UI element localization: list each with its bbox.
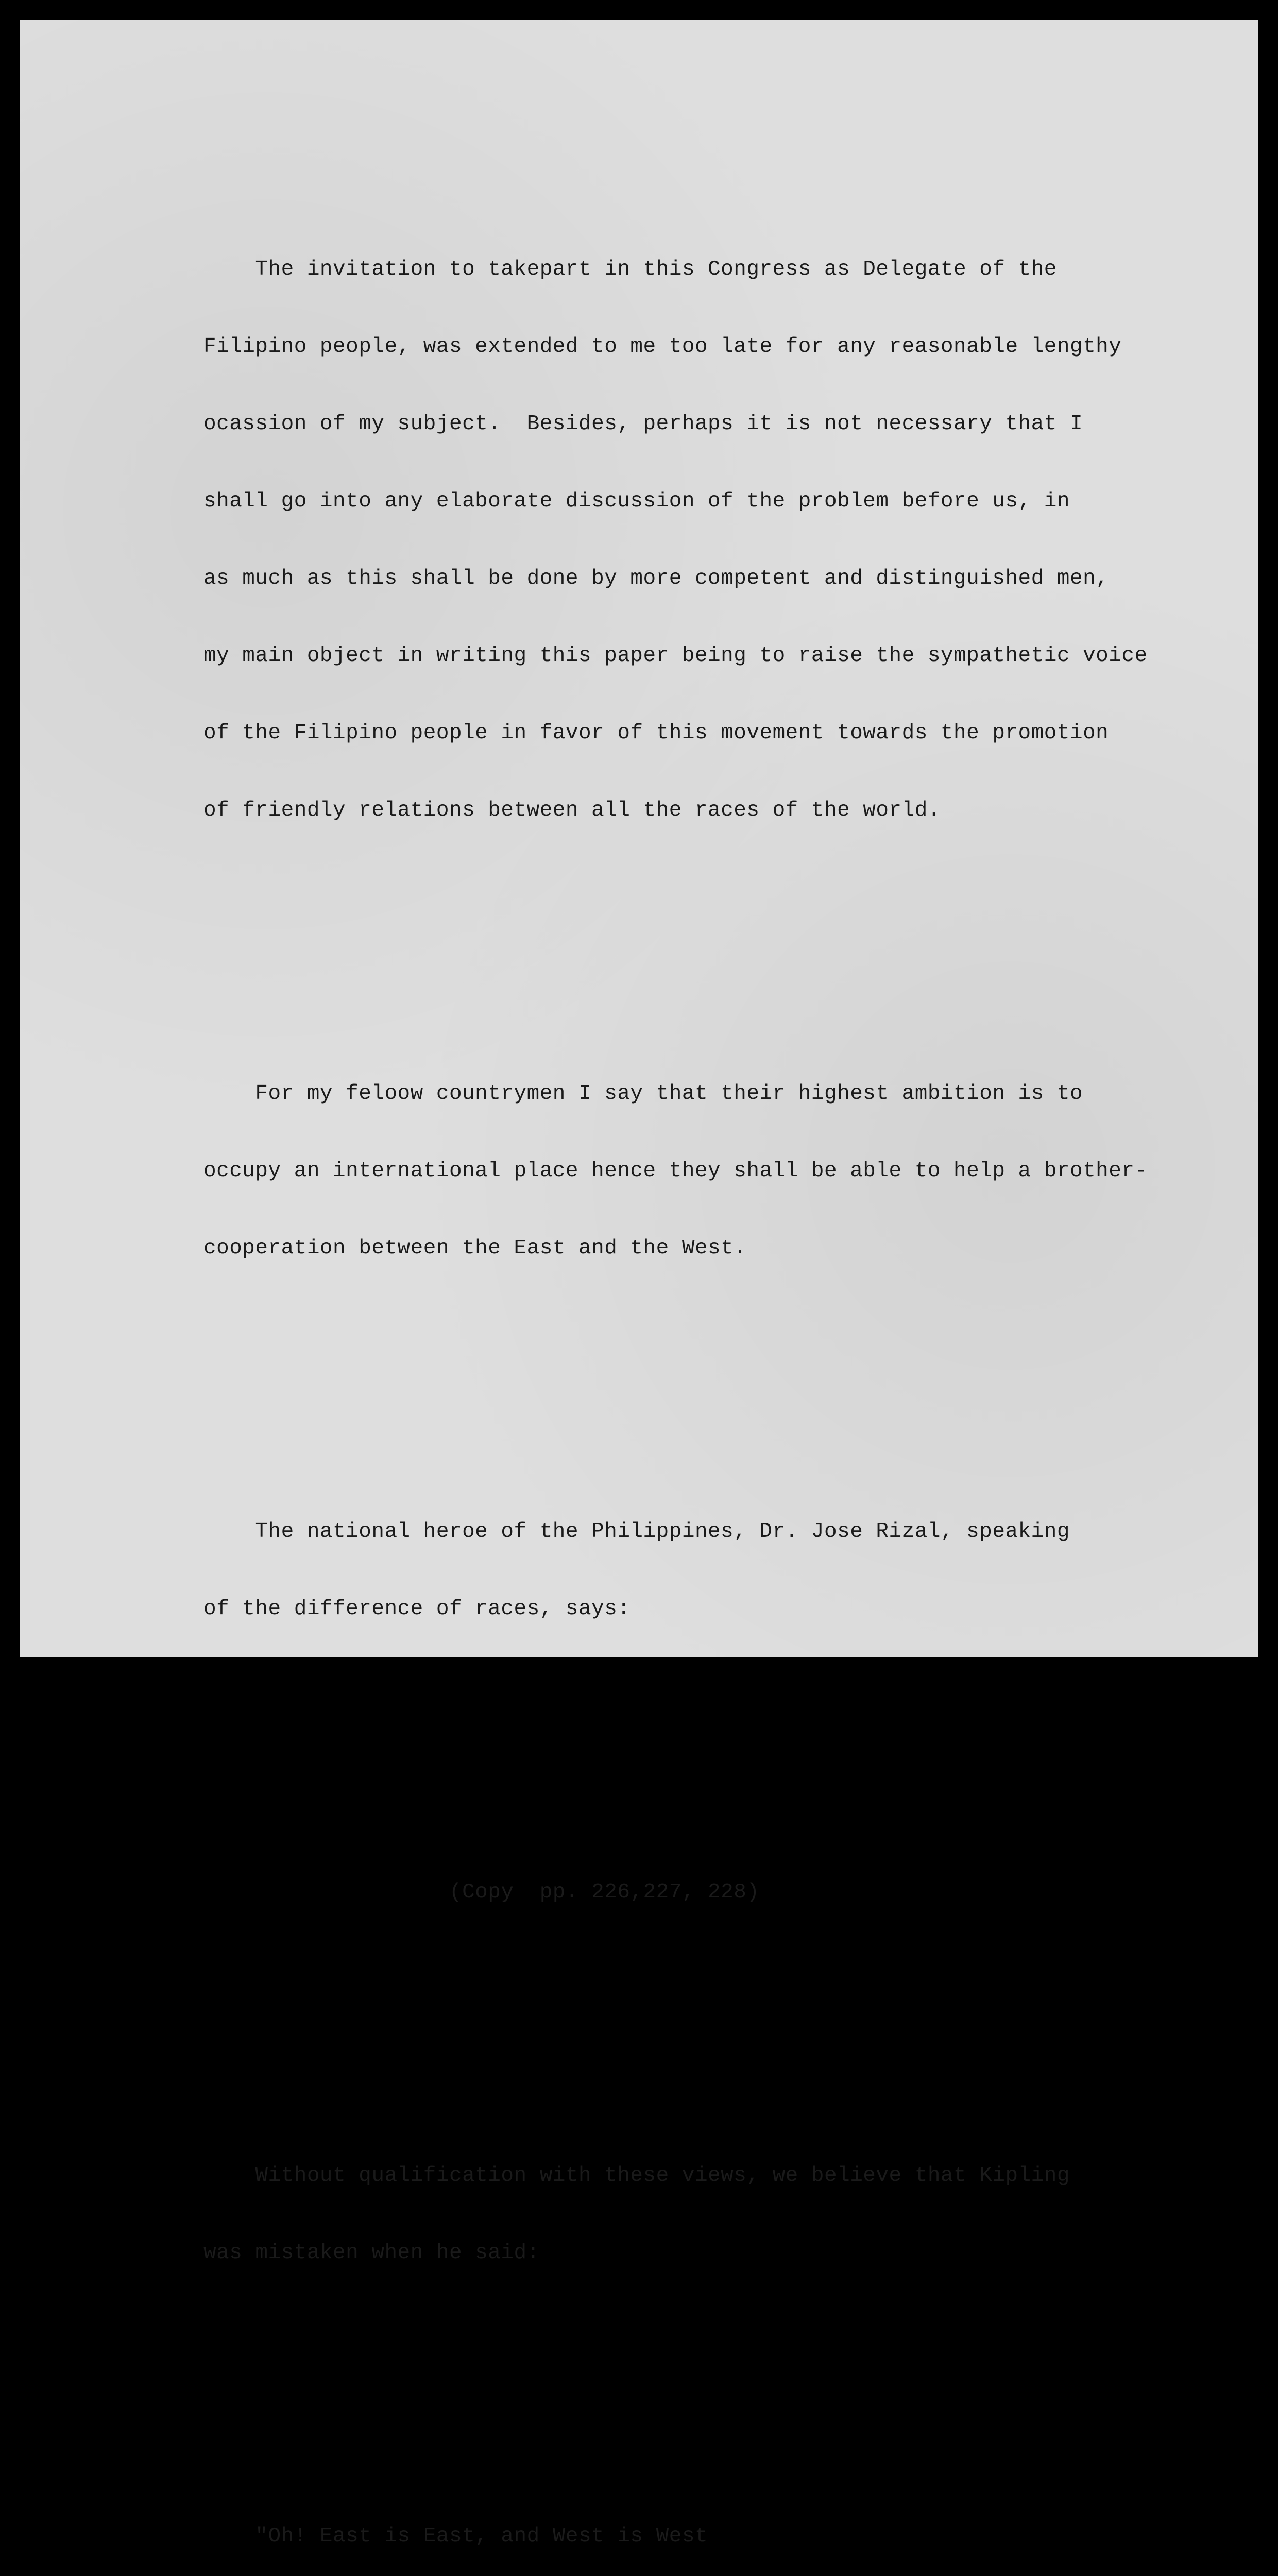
text-line: cooperation between the East and the West. [203, 1236, 747, 1260]
typewritten-text [203, 128, 1208, 2576]
text-line: my main object in writing this paper being to raise the sympathetic voice [203, 644, 1148, 668]
paragraph-quote [203, 2472, 1208, 2576]
text-line: of friendly relations between all the races of the world. [203, 799, 941, 822]
text-line: as much as this shall be done by more competent and distinguished men, [203, 567, 1109, 590]
paragraph-kipling [203, 2111, 1208, 2317]
text-line: "Oh! East is East, and West is West [203, 2524, 708, 2548]
text-line: The invitation to takepart in this Congress as Delegate of the [203, 258, 1057, 281]
paragraph-copy-reference [203, 1828, 1208, 1957]
text-line: The national heroe of the Philippines, Dr. Jose Rizal, speaking [203, 1520, 1070, 1544]
text-line: was mistaken when he said: [203, 2241, 540, 2265]
text-line: Without qualification with these views, we believe that Kipling [203, 2164, 1070, 2188]
text-line: For my feloow countrymen I say that their highest ambition is to [203, 1082, 1083, 1106]
text-line: shall go into any elaborate discussion of the problem before us, in [203, 489, 1070, 513]
paragraph-rizal [203, 1467, 1208, 1673]
text-line: ocassion of my subject. Besides, perhaps it is not necessary that I [203, 412, 1083, 436]
text-line: of the Filipino people in favor of this movement towards the promotion [203, 721, 1109, 745]
text-line: of the difference of races, says: [203, 1597, 631, 1621]
text-line: occupy an international place hence they shall be able to help a brother- [203, 1159, 1148, 1183]
document-page [20, 20, 1258, 2548]
paragraph-countrymen [203, 1029, 1208, 1313]
text-line: (Copy pp. 226,227, 228) [203, 1880, 760, 1904]
text-line: Filipino people, was extended to me too late for any reasonable lengthy [203, 335, 1122, 359]
paragraph-invitation [203, 205, 1208, 875]
